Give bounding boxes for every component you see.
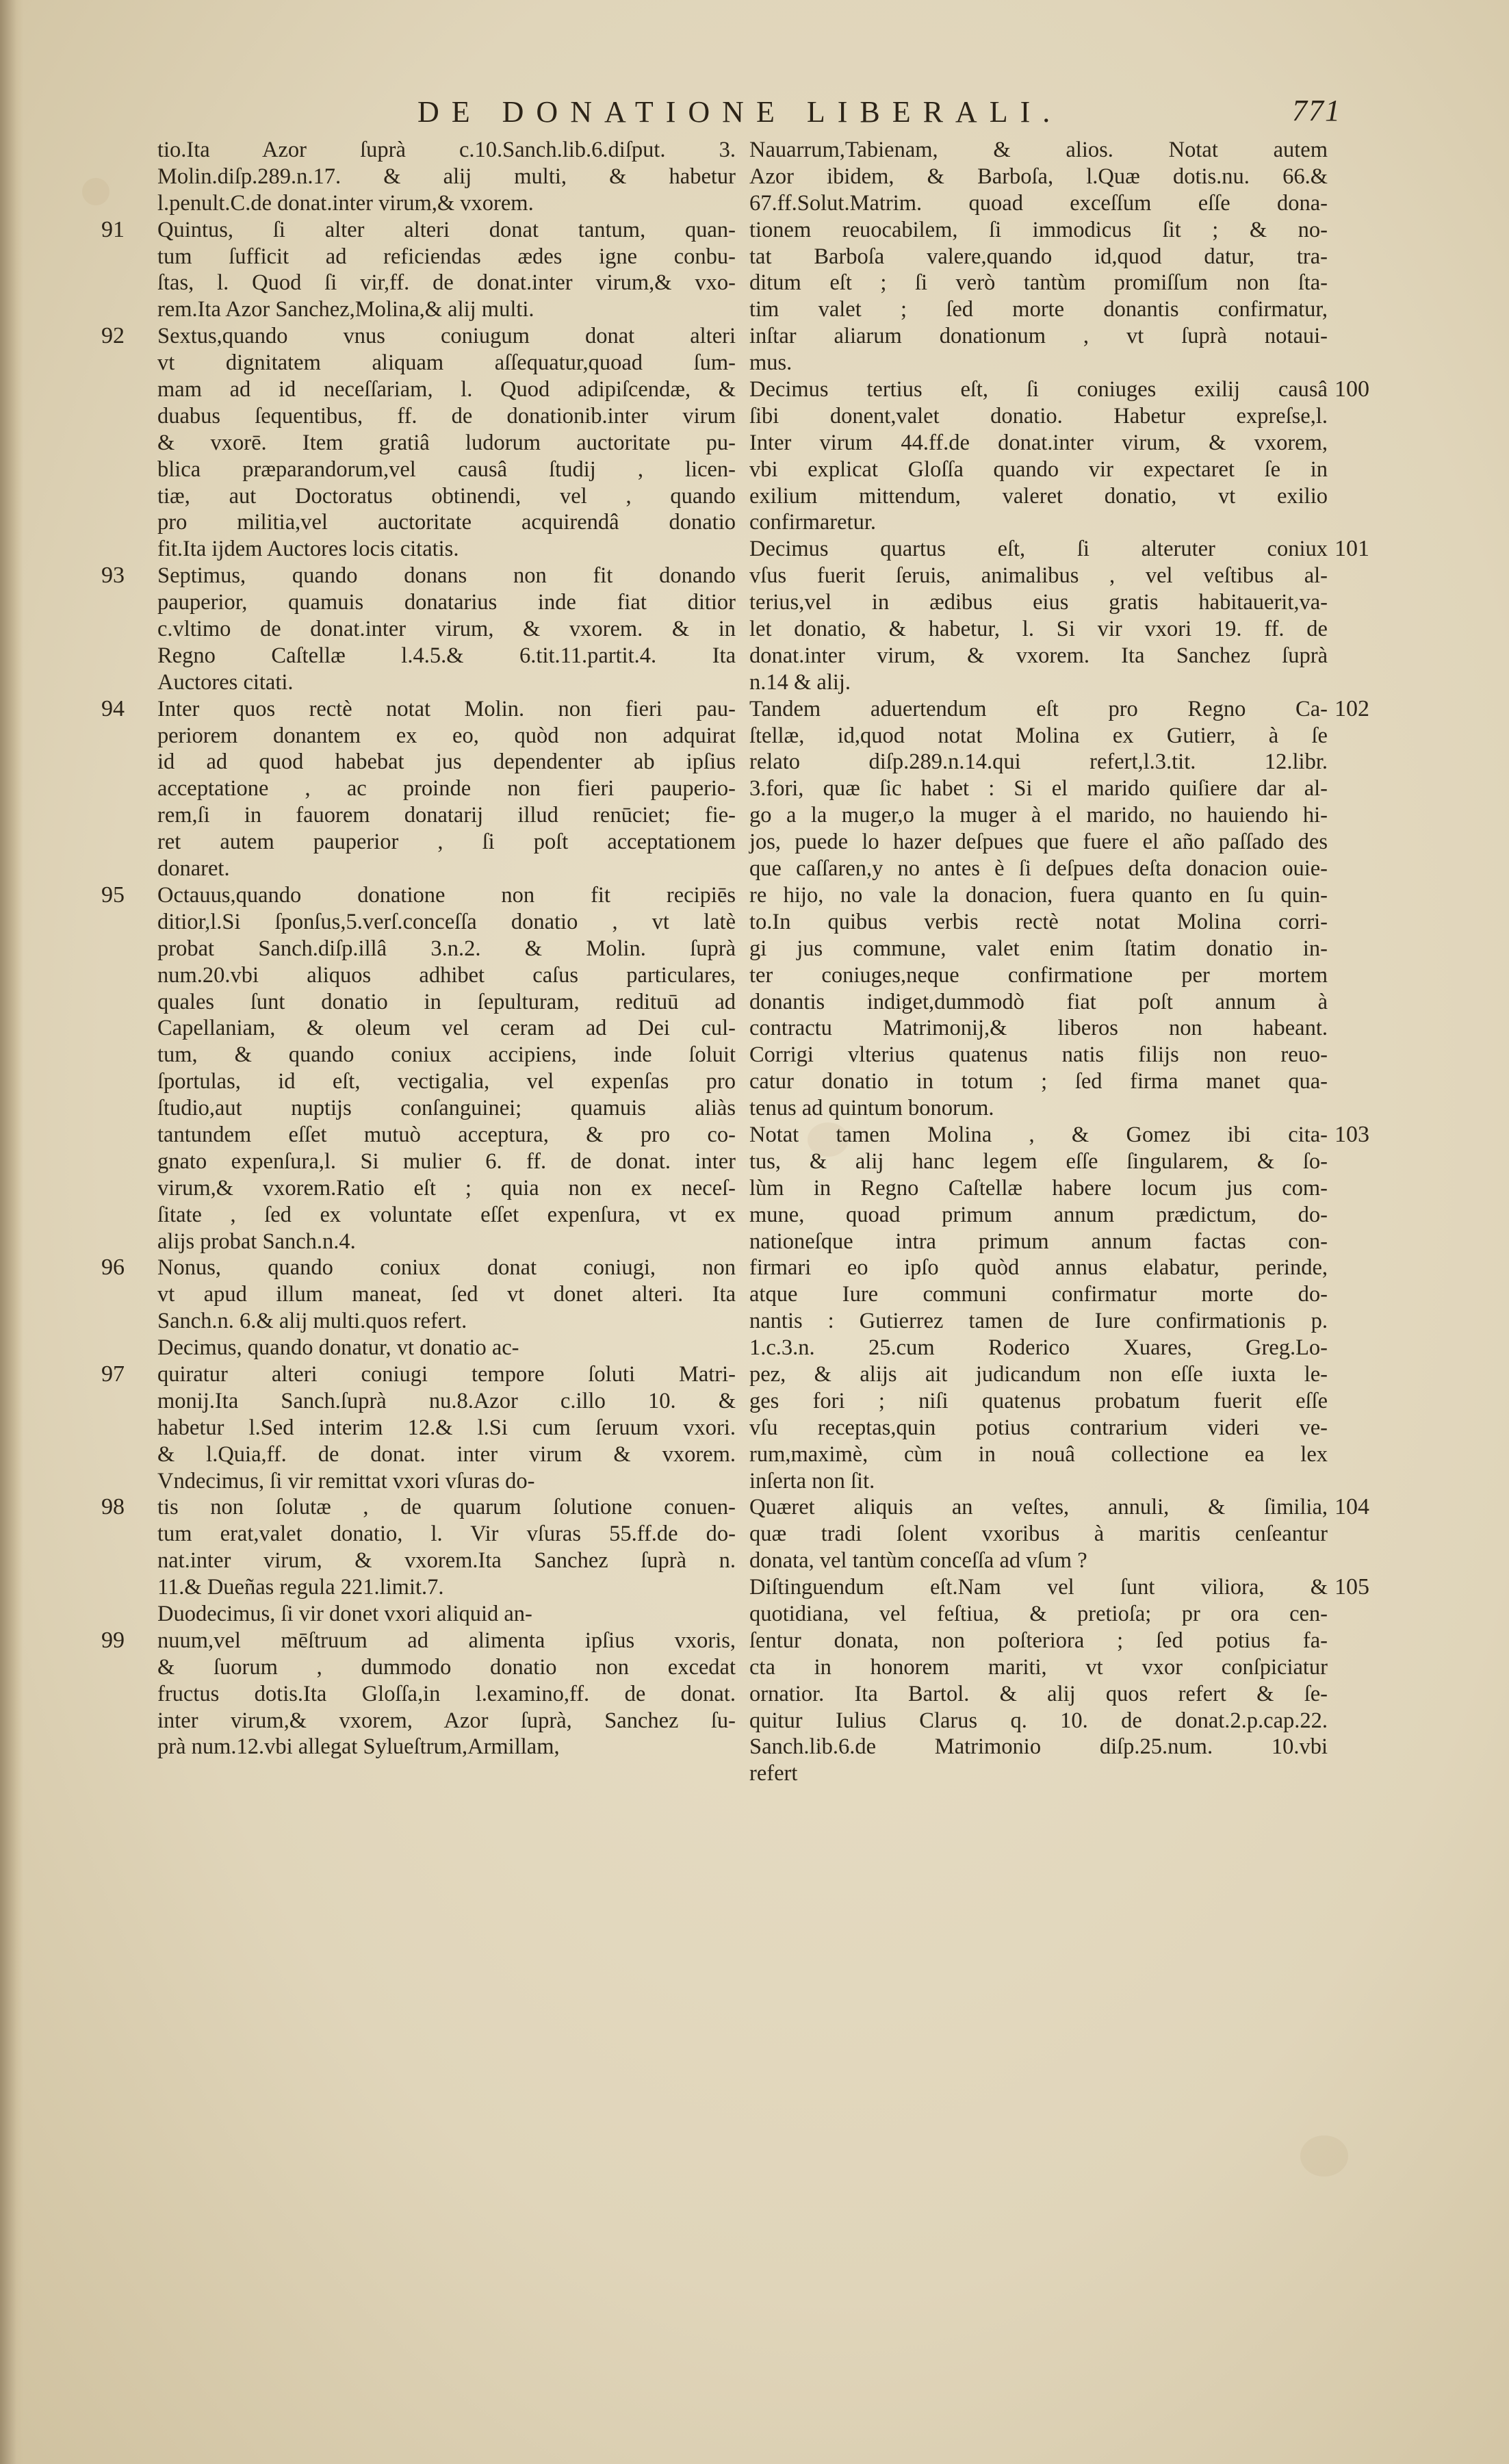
line-text: jos, puede lo hazer deſpues que fuere el año paſſado des bbox=[749, 830, 1328, 855]
text-line bbox=[749, 1335, 1328, 1361]
line-text: ſibi donent,valet donatio. Habetur expreſse,l. bbox=[749, 403, 1328, 428]
line-text: prà num.12.vbi allegat Sylueſtrum,Armillam, bbox=[157, 1734, 560, 1760]
text-line bbox=[749, 1068, 1328, 1095]
text-line bbox=[749, 1148, 1328, 1175]
text-line bbox=[749, 323, 1328, 350]
line-text: Regno Caſtellæ l.4.5.& 6.tit.11.partit.4. Ita bbox=[157, 643, 736, 668]
line-text: rum,maximè, cùm in nouâ collectione ea lex bbox=[749, 1441, 1328, 1467]
text-line bbox=[157, 723, 736, 749]
line-text: Septimus, quando donans non fit donando bbox=[157, 563, 736, 589]
line-text: Sextus,quando vnus coniugum donat alteri bbox=[157, 324, 736, 349]
text-line bbox=[749, 1095, 1328, 1122]
text-line bbox=[157, 1068, 736, 1095]
text-line bbox=[157, 669, 736, 696]
marginal-paragraph-number: 105 bbox=[1334, 1574, 1369, 1600]
line-text: donaret. bbox=[157, 856, 230, 882]
text-line bbox=[749, 989, 1328, 1016]
text-line bbox=[749, 1521, 1328, 1548]
line-text: ditior,l.Si ſponſus,5.verſ.conceſſa donatio , vt latè bbox=[157, 909, 736, 934]
text-line bbox=[749, 936, 1328, 962]
line-text: pauperior, quamuis donatarius inde fiat ditior bbox=[157, 590, 736, 615]
text-line bbox=[157, 403, 736, 430]
right-column bbox=[749, 137, 1369, 1787]
text-line bbox=[749, 1441, 1328, 1468]
text-line bbox=[101, 323, 736, 350]
text-line bbox=[749, 909, 1328, 936]
text-line bbox=[749, 802, 1328, 829]
text-line bbox=[157, 164, 736, 190]
line-text: ges fori ; niſi quatenus probatum fuerit eſſe bbox=[749, 1388, 1328, 1413]
line-text: Diſtinguendum eſt.Nam vel ſunt viliora, & bbox=[749, 1575, 1328, 1600]
text-line bbox=[157, 1229, 736, 1255]
text-line bbox=[157, 1122, 736, 1148]
line-text: rem.Ita Azor Sanchez,Molina,& alij multi. bbox=[157, 297, 534, 322]
line-text: inſerta non ſit. bbox=[749, 1468, 875, 1493]
line-text: ſtellæ, id,quod notat Molina ex Gutierr, à ſe bbox=[749, 723, 1328, 748]
text-line bbox=[101, 563, 736, 589]
line-text: inſtar aliarum donationum , vt ſuprà notaui- bbox=[749, 324, 1328, 349]
line-text: Duodecimus, ſi vir donet vxori aliquid an- bbox=[157, 1601, 532, 1626]
text-line bbox=[749, 882, 1328, 909]
line-text: ſitate , ſed ex voluntate eſſet expenſura, vt ex bbox=[157, 1202, 736, 1227]
line-text: donat.inter virum, & vxorem. Ita Sanchez ſuprà bbox=[749, 643, 1328, 668]
line-text: donata, vel tantùm conceſſa ad vſum ? bbox=[749, 1548, 1087, 1574]
line-text: Inter virum 44.ff.de donat.inter virum, & vxorem, bbox=[749, 430, 1328, 455]
text-line bbox=[157, 1708, 736, 1734]
line-text: Corrigi vlterius quatenus natis filijs non reuo- bbox=[749, 1042, 1328, 1068]
line-text: 3.fori, quæ ſic habet : Si el marido quiſiere dar al- bbox=[749, 776, 1328, 801]
text-line bbox=[157, 856, 736, 882]
line-text: quales ſunt donatio in ſepulturam, redituū ad bbox=[157, 989, 736, 1014]
line-text: tantundem eſſet mutuò acceptura, & pro co- bbox=[157, 1122, 736, 1147]
text-line bbox=[749, 669, 1328, 696]
line-text: 1.c.3.n. 25.cum Roderico Xuares, Greg.Lo- bbox=[749, 1335, 1328, 1361]
text-line bbox=[157, 1441, 736, 1468]
text-line bbox=[749, 483, 1328, 510]
line-text: Quæret aliquis an veſtes, annuli, & ſimilia, bbox=[749, 1495, 1328, 1520]
line-text: ſentur donata, non poſteriora ; ſed potius fa- bbox=[749, 1628, 1328, 1653]
text-line bbox=[157, 457, 736, 483]
line-text: Nauarrum,Tabienam, & alios. Notat autem bbox=[749, 138, 1328, 162]
line-text: tum ſufficit ad reficiendas ædes igne conbu- bbox=[157, 244, 736, 269]
text-line bbox=[157, 1548, 736, 1574]
text-line bbox=[157, 244, 736, 270]
line-text: mam ad id neceſſariam, l. Quod adipiſcendæ, & bbox=[157, 377, 736, 402]
text-line bbox=[157, 137, 736, 164]
line-text: ſportulas, id eſt, vectigalia, vel expenſas pro bbox=[157, 1069, 736, 1094]
text-line bbox=[749, 643, 1328, 669]
line-text: tum, & quando coniux accipiens, inde ſoluit bbox=[157, 1042, 736, 1068]
line-text: fructus dotis.Ita Gloſſa,in l.examino,ff. de donat. bbox=[157, 1681, 736, 1706]
line-text: quitur Iulius Clarus q. 10. de donat.2.p.cap.22. bbox=[749, 1708, 1328, 1733]
line-text: confirmaretur. bbox=[749, 510, 876, 535]
text-line bbox=[157, 376, 736, 403]
text-line bbox=[749, 1601, 1328, 1628]
line-text: donantis indiget,dummodò fiat poſt annum à bbox=[749, 989, 1328, 1014]
text-line bbox=[157, 802, 736, 829]
marginal-paragraph-number: 101 bbox=[1334, 536, 1369, 562]
text-line bbox=[157, 1281, 736, 1308]
text-line bbox=[157, 589, 736, 616]
text-line bbox=[157, 1175, 736, 1202]
line-text: l.penult.C.de donat.inter virum,& vxorem. bbox=[157, 190, 534, 216]
marginal-paragraph-number: 100 bbox=[1334, 376, 1369, 402]
text-line bbox=[749, 775, 1328, 802]
text-line bbox=[749, 1708, 1328, 1734]
text-line bbox=[157, 1521, 736, 1548]
marginal-paragraph-number: 102 bbox=[1334, 695, 1369, 721]
line-text: duabus ſequentibus, ff. de donationib.inter virum bbox=[157, 403, 736, 428]
text-line bbox=[749, 217, 1328, 244]
text-line bbox=[749, 1654, 1328, 1681]
line-text: contractu Matrimonij,& liberos non habeant. bbox=[749, 1016, 1328, 1041]
line-text: cta in honorem mariti, vt vxor conſpiciatur bbox=[749, 1654, 1328, 1680]
text-line bbox=[749, 296, 1328, 323]
line-text: nationeſque intra primum annum factas con- bbox=[749, 1229, 1328, 1254]
text-line bbox=[157, 616, 736, 643]
marginal-paragraph-number: 94 bbox=[101, 695, 125, 721]
line-text: gnato expenſura,l. Si mulier 6. ff. de donat. inter bbox=[157, 1148, 736, 1174]
text-line bbox=[749, 1388, 1328, 1415]
line-text: Vndecimus, ſi vir remittat vxori vſuras do- bbox=[157, 1468, 535, 1493]
line-text: exilium mittendum, valeret donatio, vt exilio bbox=[749, 483, 1328, 509]
text-line bbox=[157, 1574, 736, 1601]
text-line bbox=[749, 137, 1328, 164]
line-text: tus, & alij hanc legem eſſe ſingularem, & ſo- bbox=[749, 1148, 1328, 1174]
line-text: Quintus, ſi alter alteri donat tantum, quan- bbox=[157, 217, 736, 242]
line-text: vſus fuerit ſeruis, animalibus , vel veſtibus al- bbox=[749, 563, 1328, 589]
text-line bbox=[749, 1548, 1328, 1574]
text-line bbox=[157, 989, 736, 1016]
line-text: & ſuorum , dummodo donatio non excedat bbox=[157, 1654, 736, 1680]
binding-gutter bbox=[0, 0, 23, 2464]
line-text: probat Sanch.diſp.illâ 3.n.2. & Molin. ſuprà bbox=[157, 936, 736, 961]
text-line bbox=[749, 1281, 1328, 1308]
line-text: refert bbox=[749, 1761, 798, 1786]
text-line bbox=[749, 164, 1328, 190]
line-text: relato diſp.289.n.14.qui refert,l.3.tit. 12.libr. bbox=[749, 749, 1328, 775]
text-line bbox=[749, 1760, 1328, 1787]
paper-stain bbox=[82, 178, 109, 205]
text-line bbox=[749, 270, 1328, 296]
left-column bbox=[101, 137, 736, 1760]
text-line bbox=[749, 1255, 1328, 1281]
text-line bbox=[157, 536, 736, 563]
line-text: quiratur alteri coniugi tempore ſoluti Matri- bbox=[157, 1361, 736, 1387]
text-line bbox=[749, 1121, 1369, 1148]
text-line bbox=[157, 483, 736, 510]
line-text: Notat tamen Molina , & Gomez ibi cita- bbox=[749, 1122, 1328, 1147]
text-line bbox=[157, 1015, 736, 1042]
text-line bbox=[749, 1308, 1328, 1335]
text-line bbox=[749, 856, 1328, 882]
text-line bbox=[157, 1654, 736, 1681]
line-text: to.In quibus verbis rectè notat Molina corri- bbox=[749, 909, 1328, 934]
text-line bbox=[157, 296, 736, 323]
text-line bbox=[749, 376, 1369, 403]
text-line bbox=[157, 1042, 736, 1068]
line-text: nantis : Gutierrez tamen de Iure confirmationis p. bbox=[749, 1309, 1328, 1334]
line-text: tis non ſolutæ , de quarum ſolutione conuen- bbox=[157, 1495, 736, 1520]
line-text: num.20.vbi aliquos adhibet caſus particulares, bbox=[157, 962, 736, 988]
line-text: lùm in Regno Caſtellæ habere locum jus com- bbox=[749, 1175, 1328, 1201]
line-text: blica præparandorum,vel causâ ſtudij , licen- bbox=[157, 457, 736, 482]
line-text: Capellaniam, & oleum vel ceram ad Dei cul- bbox=[157, 1016, 736, 1041]
paper-stain bbox=[1300, 2135, 1348, 2177]
line-text: Azor ibidem, & Barboſa, l.Quæ dotis.nu. 66.& bbox=[749, 164, 1328, 189]
text-line bbox=[157, 1415, 736, 1441]
text-line bbox=[749, 1494, 1369, 1521]
line-text: tiæ, aut Doctoratus obtinendi, vel , quando bbox=[157, 483, 736, 509]
text-line bbox=[749, 829, 1328, 856]
marginal-paragraph-number: 91 bbox=[101, 216, 125, 242]
text-line bbox=[749, 1175, 1328, 1202]
line-text: Decimus, quando donatur, vt donatio ac- bbox=[157, 1335, 519, 1361]
marginal-paragraph-number: 103 bbox=[1334, 1121, 1369, 1147]
marginal-paragraph-number: 95 bbox=[101, 882, 125, 908]
line-text: Molin.diſp.289.n.17. & alij multi, & habetur bbox=[157, 164, 736, 189]
line-text: ſtas, l. Quod ſi vir,ff. de donat.inter virum,& vxo- bbox=[157, 270, 736, 296]
line-text: habetur l.Sed interim 12.& l.Si cum ſeruum vxori. bbox=[157, 1415, 736, 1440]
line-text: Auctores citati. bbox=[157, 669, 294, 695]
line-text: virum,& vxorem.Ratio eſt ; quia non ex neceſ- bbox=[157, 1175, 736, 1201]
line-text: firmari eo ipſo quòd annus elabatur, perinde, bbox=[749, 1255, 1328, 1281]
text-line bbox=[749, 723, 1328, 749]
text-line bbox=[157, 270, 736, 296]
text-line bbox=[157, 1308, 736, 1335]
line-text: vt dignitatem aliquam aſſequatur,quoad ſum- bbox=[157, 350, 736, 376]
text-line bbox=[749, 1202, 1328, 1229]
text-line bbox=[749, 403, 1328, 430]
text-line bbox=[157, 829, 736, 856]
marginal-paragraph-number: 92 bbox=[101, 323, 125, 349]
line-text: id ad quod habebat jus dependenter ab ipſius bbox=[157, 749, 736, 775]
line-text: Decimus quartus eſt, ſi alteruter coniux bbox=[749, 537, 1328, 562]
text-line bbox=[749, 563, 1328, 589]
line-text: que caſſaren,y no antes è ſi deſpues deſta donacion ouie- bbox=[749, 856, 1328, 882]
text-line bbox=[101, 1361, 736, 1388]
text-line bbox=[101, 695, 736, 723]
text-line bbox=[749, 1361, 1328, 1388]
line-text: Nonus, quando coniux donat coniugi, non bbox=[157, 1255, 736, 1281]
text-line bbox=[157, 1681, 736, 1708]
line-text: pez, & alijs ait judicandum non eſſe iuxta le- bbox=[749, 1361, 1328, 1387]
line-text: Tandem aduertendum eſt pro Regno Ca- bbox=[749, 696, 1328, 721]
line-text: rem,ſi in fauorem donatarij illud renūciet; fie- bbox=[157, 803, 736, 828]
line-text: inter virum,& vxorem, Azor ſuprà, Sanchez ſu- bbox=[157, 1708, 736, 1733]
line-text: tum erat,valet donatio, l. Vir vſuras 55.ff.de do- bbox=[157, 1522, 736, 1547]
text-line bbox=[749, 962, 1328, 989]
text-line bbox=[157, 775, 736, 802]
marginal-paragraph-number: 96 bbox=[101, 1255, 125, 1281]
text-line bbox=[749, 430, 1328, 457]
text-line bbox=[157, 1148, 736, 1175]
line-text: ditum eſt ; ſi verò tantùm promiſſum non ſta- bbox=[749, 270, 1328, 296]
text-line bbox=[157, 350, 736, 376]
marginal-paragraph-number: 93 bbox=[101, 563, 125, 589]
line-text: alijs probat Sanch.n.4. bbox=[157, 1229, 356, 1254]
text-line bbox=[157, 749, 736, 775]
text-line bbox=[749, 1015, 1328, 1042]
text-line bbox=[749, 1734, 1328, 1760]
text-line bbox=[101, 882, 736, 909]
line-text: mune, quoad primum annum prædictum, do- bbox=[749, 1202, 1328, 1227]
line-text: & l.Quia,ff. de donat. inter virum & vxorem. bbox=[157, 1441, 736, 1467]
text-line bbox=[749, 695, 1369, 723]
text-line bbox=[157, 1388, 736, 1415]
line-text: re hijo, no vale la donacion, fuera quanto en ſu quin- bbox=[749, 882, 1328, 908]
text-line bbox=[749, 1468, 1328, 1495]
line-text: c.vltimo de donat.inter virum, & vxorem. & in bbox=[157, 617, 736, 642]
text-line bbox=[157, 1468, 736, 1495]
line-text: nuum,vel mēſtruum ad alimenta ipſius vxoris, bbox=[157, 1628, 736, 1653]
text-line bbox=[157, 1335, 736, 1361]
line-text: ornatior. Ita Bartol. & alij quos refert & ſe- bbox=[749, 1681, 1328, 1706]
text-line bbox=[749, 1628, 1328, 1654]
text-line bbox=[749, 1415, 1328, 1441]
line-text: ſtudio,aut nuptijs conſanguinei; quamuis aliàs bbox=[157, 1096, 736, 1121]
text-line bbox=[749, 509, 1328, 536]
marginal-paragraph-number: 97 bbox=[101, 1361, 125, 1387]
page-number: 771 bbox=[1292, 94, 1341, 127]
line-text: tio.Ita Azor ſuprà c.10.Sanch.lib.6.diſput. 3. bbox=[157, 138, 736, 162]
line-text: let donatio, & habetur, l. Si vir vxori 19. ff. de bbox=[749, 617, 1328, 642]
line-text: acceptatione , ac proinde non fieri pauperio- bbox=[157, 776, 736, 801]
line-text: Sanch.n. 6.& alij multi.quos refert. bbox=[157, 1309, 467, 1334]
text-line bbox=[157, 430, 736, 457]
text-line bbox=[749, 536, 1369, 563]
text-line bbox=[749, 244, 1328, 270]
text-line bbox=[157, 509, 736, 536]
text-line bbox=[749, 1229, 1328, 1255]
text-line bbox=[749, 457, 1328, 483]
marginal-paragraph-number: 98 bbox=[101, 1494, 125, 1520]
line-text: quotidiana, vel feſtiua, & pretioſa; pr ora cen- bbox=[749, 1601, 1328, 1626]
marginal-paragraph-number: 104 bbox=[1334, 1494, 1369, 1520]
line-text: ret autem pauperior , ſi poſt acceptationem bbox=[157, 830, 736, 855]
line-text: mus. bbox=[749, 350, 792, 376]
line-text: periorem donantem ex eo, quòd non adquirat bbox=[157, 723, 736, 748]
text-line bbox=[101, 216, 736, 244]
text-line bbox=[101, 1255, 736, 1281]
line-text: vt apud illum maneat, ſed vt donet alteri. Ita bbox=[157, 1282, 736, 1307]
text-line bbox=[157, 1095, 736, 1122]
line-text: monij.Ita Sanch.ſuprà nu.8.Azor c.illo 10. & bbox=[157, 1388, 736, 1413]
line-text: quæ tradi ſolent vxoribus à maritis cenſeantur bbox=[749, 1522, 1328, 1547]
line-text: go a la muger,o la muger à el marido, no hauiendo hi- bbox=[749, 803, 1328, 828]
line-text: n.14 & alij. bbox=[749, 669, 851, 695]
line-text: tenus ad quintum bonorum. bbox=[749, 1096, 994, 1121]
line-text: Sanch.lib.6.de Matrimonio diſp.25.num. 10.vbi bbox=[749, 1734, 1328, 1760]
text-line bbox=[101, 1494, 736, 1521]
line-text: tat Barboſa valere,quando id,quod datur, tra- bbox=[749, 244, 1328, 269]
text-line bbox=[157, 1202, 736, 1229]
running-title: DE DONATIONE LIBERALI. bbox=[417, 95, 1063, 129]
line-text: tim valet ; ſed morte donantis confirmatur, bbox=[749, 297, 1328, 322]
text-line bbox=[157, 1601, 736, 1628]
running-header bbox=[417, 89, 1341, 137]
marginal-paragraph-number: 99 bbox=[101, 1627, 125, 1653]
text-line bbox=[157, 643, 736, 669]
text-line bbox=[157, 962, 736, 989]
text-line bbox=[749, 190, 1328, 217]
text-line bbox=[749, 1681, 1328, 1708]
line-text: Inter quos rectè notat Molin. non fieri pau- bbox=[157, 696, 736, 721]
line-text: Octauus,quando donatione non fit recipiēs bbox=[157, 882, 736, 908]
line-text: terius,vel in ædibus eius gratis habitauerit,va- bbox=[749, 590, 1328, 615]
line-text: 11.& Dueñas regula 221.limit.7. bbox=[157, 1575, 444, 1600]
text-line bbox=[157, 909, 736, 936]
text-line bbox=[157, 190, 736, 217]
line-text: & vxorē. Item gratiâ ludorum auctoritate pu- bbox=[157, 430, 736, 455]
text-line bbox=[749, 1042, 1328, 1068]
text-line bbox=[749, 350, 1328, 376]
text-line bbox=[749, 749, 1328, 775]
line-text: tionem reuocabilem, ſi immodicus ſit ; & no- bbox=[749, 217, 1328, 242]
text-line bbox=[157, 936, 736, 962]
line-text: atque Iure communi confirmatur morte do- bbox=[749, 1282, 1328, 1307]
line-text: Decimus tertius eſt, ſi coniuges exilij causâ bbox=[749, 377, 1328, 402]
text-line bbox=[157, 1734, 736, 1760]
line-text: 67.ff.Solut.Matrim. quoad exceſſum eſſe dona- bbox=[749, 190, 1328, 216]
line-text: catur donatio in totum ; ſed firma manet qua- bbox=[749, 1069, 1328, 1094]
line-text: vſu receptas,quin potius contrarium videri ve- bbox=[749, 1415, 1328, 1440]
line-text: nat.inter virum, & vxorem.Ita Sanchez ſuprà n. bbox=[157, 1548, 736, 1574]
line-text: pro militia,vel auctoritate acquirendâ donatio bbox=[157, 510, 736, 535]
line-text: vbi explicat Gloſſa quando vir expectaret ſe in bbox=[749, 457, 1328, 482]
text-line bbox=[749, 616, 1328, 643]
text-line bbox=[749, 1574, 1369, 1601]
line-text: ter coniuges,neque confirmatione per mortem bbox=[749, 962, 1328, 988]
text-line bbox=[101, 1627, 736, 1654]
line-text: gi jus commune, valet enim ſtatim donatio in- bbox=[749, 936, 1328, 961]
line-text: fit.Ita ijdem Auctores locis citatis. bbox=[157, 537, 459, 562]
text-line bbox=[749, 589, 1328, 616]
